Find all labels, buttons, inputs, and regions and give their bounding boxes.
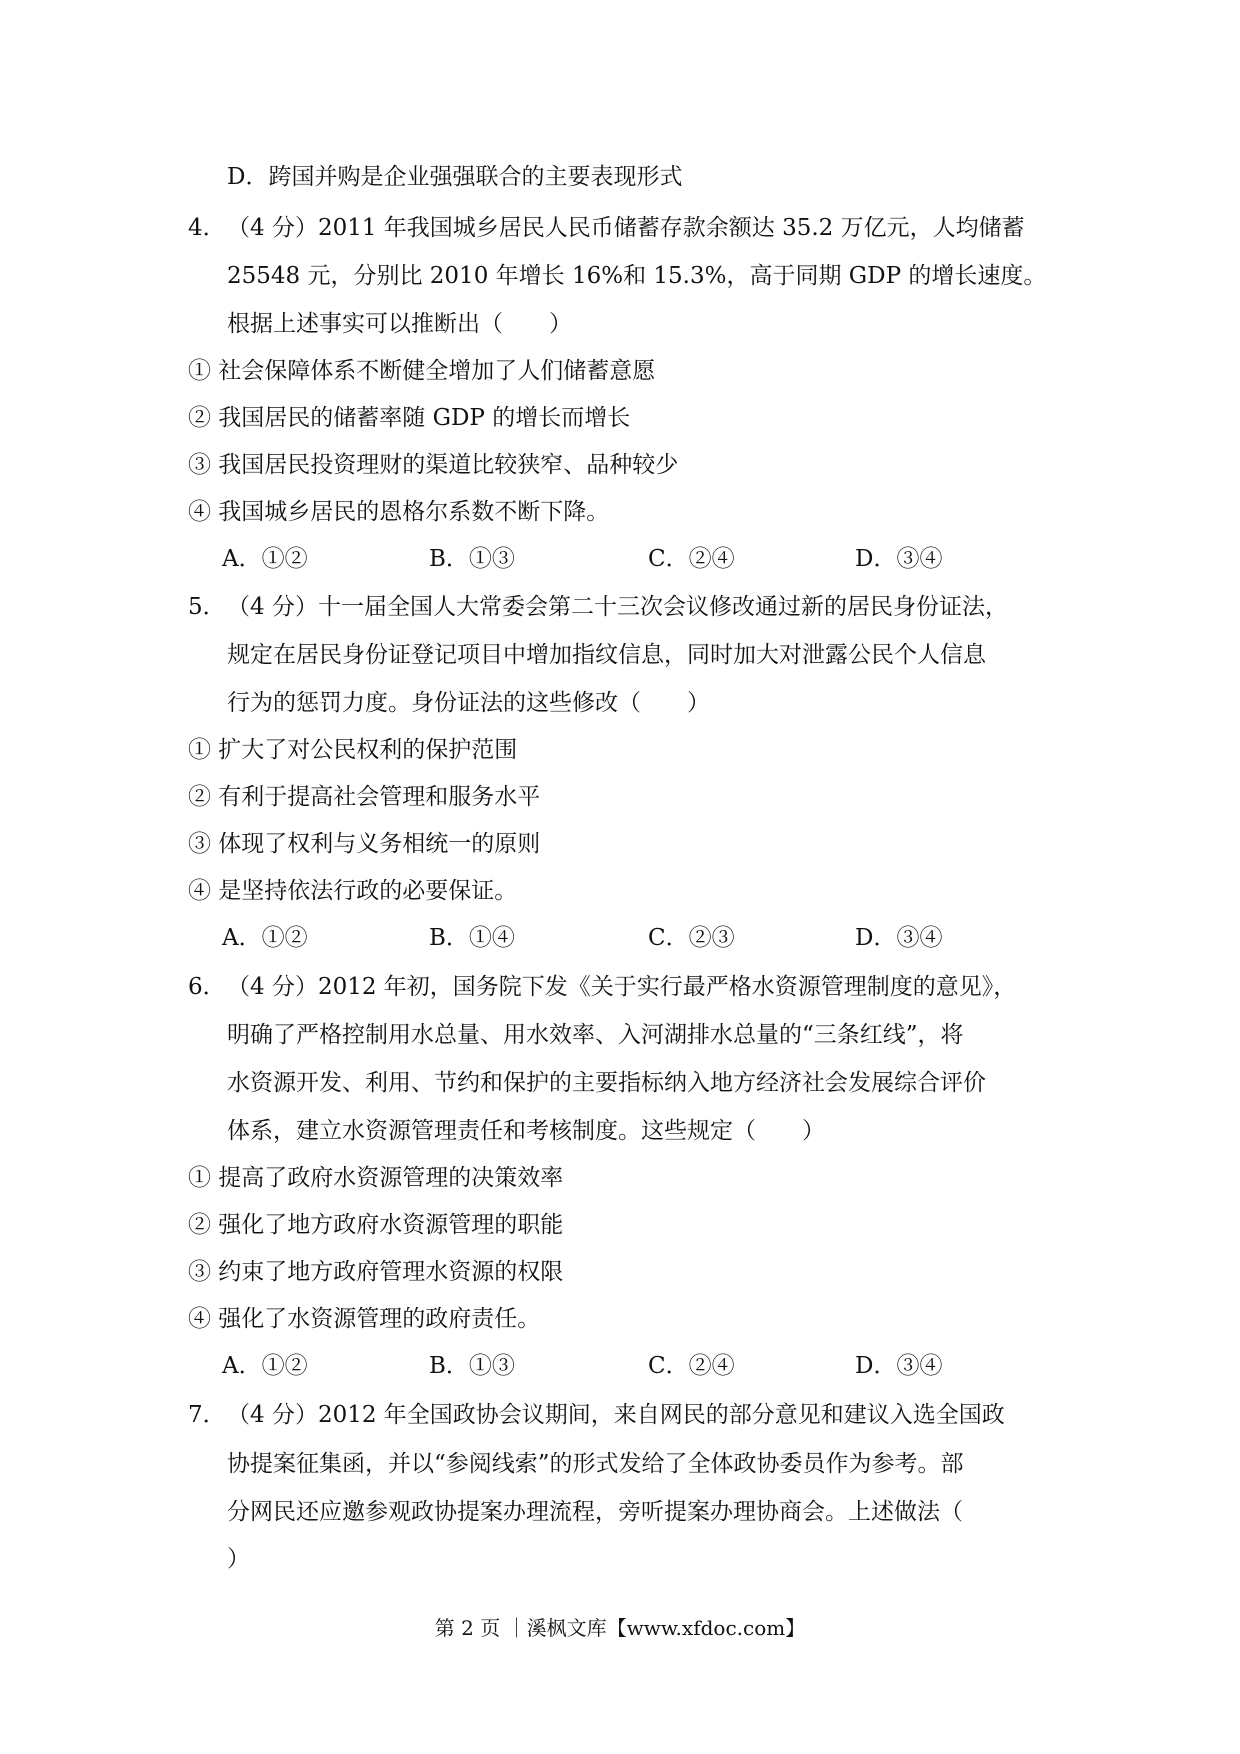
q6-line: 明确了严格控制用水总量、用水效率、入河湖排水总量的“三条红线”，将 [227,1022,964,1048]
q6-statement: ③ 约束了地方政府管理水资源的权限 [188,1259,564,1285]
q5-choice-c: C．②③ [648,925,735,951]
q4-choice-d: D．③④ [855,546,943,572]
q5-line: 规定在居民身份证登记项目中增加指纹信息，同时加大对泄露公民个人信息 [227,642,986,668]
q4-choice-b: B．①③ [429,546,515,572]
q5-line: 行为的惩罚力度。身份证法的这些修改（ ） [227,690,710,716]
q6-choice-a: A．①② [222,1353,308,1379]
q6-choice-c: C．②④ [648,1353,735,1379]
q6-statement: ④ 强化了水资源管理的政府责任。 [188,1306,541,1332]
q6-choice-d: D．③④ [855,1353,943,1379]
q4-line: 25548 元，分别比 2010 年增长 16%和 15.3%，高于同期 GDP 的增长速度。 [227,263,1047,289]
q4-number: 4． [188,215,226,241]
q6-line: （4 分）2012 年初，国务院下发《关于实行最严格水资源管理制度的意见》， [227,974,1017,1000]
q4-line: 根据上述事实可以推断出（ ） [227,311,572,337]
q3-option-d: D．跨国并购是企业强强联合的主要表现形式 [227,164,683,190]
q6-choice-b: B．①③ [429,1353,515,1379]
q4-statement: ① 社会保障体系不断健全增加了人们储蓄意愿 [188,358,656,384]
q4-statement: ④ 我国城乡居民的恩格尔系数不断下降。 [188,499,610,525]
q7-line: 分网民还应邀参观政协提案办理流程，旁听提案办理协商会。上述做法（ [227,1499,963,1525]
page-footer: 第 2 页 ｜溪枫文库【www.xfdoc.com】 [434,1616,806,1640]
q6-line: 体系，建立水资源管理责任和考核制度。这些规定（ ） [227,1118,825,1144]
q7-line: （4 分）2012 年全国政协会议期间，来自网民的部分意见和建议入选全国政 [227,1402,1005,1428]
q4-choice-a: A．①② [222,546,308,572]
q6-statement: ① 提高了政府水资源管理的决策效率 [188,1165,564,1191]
q5-statement: ① 扩大了对公民权利的保护范围 [188,737,518,763]
q5-number: 5． [188,594,226,620]
q4-line: （4 分）2011 年我国城乡居民人民币储蓄存款余额达 35.2 万亿元，人均储蓄 [227,215,1025,241]
q5-choice-a: A．①② [222,925,308,951]
q5-statement: ② 有利于提高社会管理和服务水平 [188,784,541,810]
q4-statement: ② 我国居民的储蓄率随 GDP 的增长而增长 [188,405,631,431]
q5-choice-d: D．③④ [855,925,943,951]
q4-statement: ③ 我国居民投资理财的渠道比较狭窄、品种较少 [188,452,679,478]
q4-choice-c: C．②④ [648,546,735,572]
q5-statement: ③ 体现了权利与义务相统一的原则 [188,831,541,857]
q5-choice-b: B．①④ [429,925,515,951]
q6-statement: ② 强化了地方政府水资源管理的职能 [188,1212,564,1238]
q5-line: （4 分）十一届全国人大常委会第二十三次会议修改通过新的居民身份证法， [227,594,1008,620]
q5-statement: ④ 是坚持依法行政的必要保证。 [188,878,518,904]
q7-line: 协提案征集函，并以“参阅线索”的形式发给了全体政协委员作为参考。部 [227,1451,964,1477]
q6-line: 水资源开发、利用、节约和保护的主要指标纳入地方经济社会发展综合评价 [227,1070,986,1096]
q6-number: 6． [188,974,226,1000]
q7-number: 7． [188,1402,226,1428]
q7-line: ） [227,1546,250,1572]
